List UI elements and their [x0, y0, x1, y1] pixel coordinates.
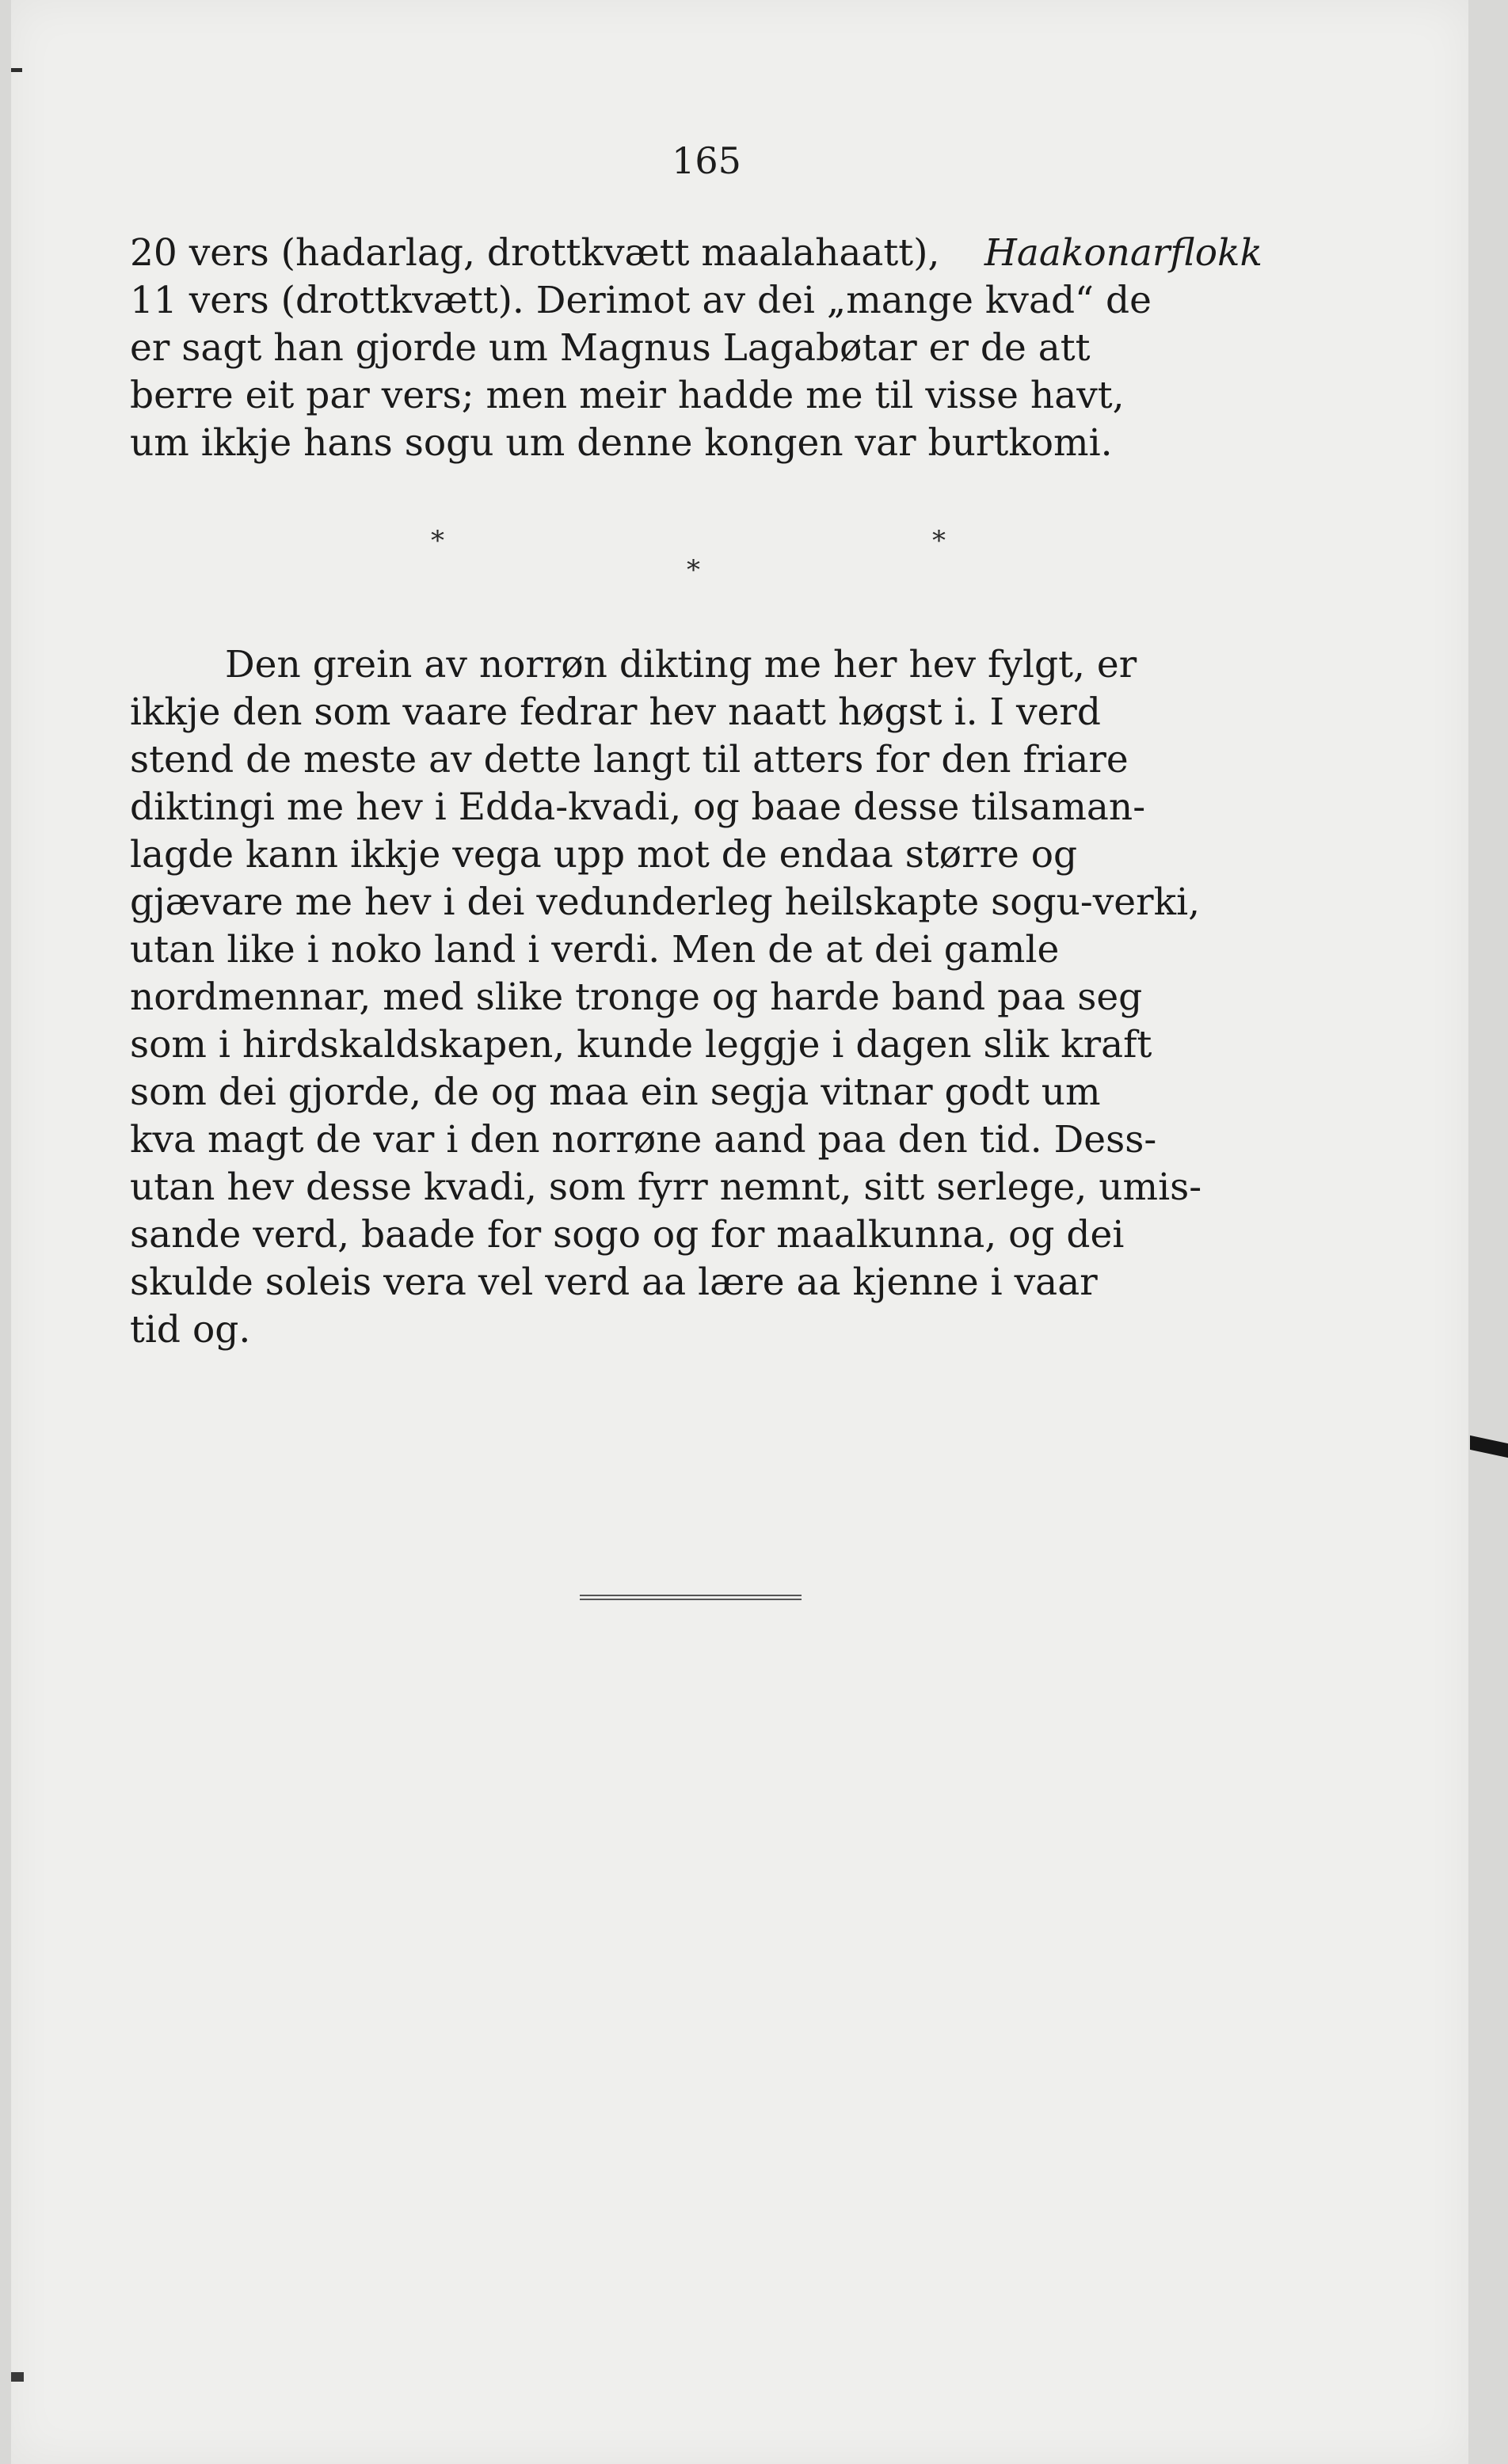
paragraph-1-line-1-start: 20 vers (hadarlag, drottkvætt maalahaatt), — [130, 231, 940, 275]
paragraph-2-line-11: kva magt de var i den norrøne aand paa den tid. Dess- — [130, 1118, 1157, 1162]
paragraph-2-line-2: ikkje den som vaare fedrar hev naatt høgst i. I verd — [130, 690, 1101, 734]
paragraph-1-line-3: er sagt han gjorde um Magnus Lagabøtar er de att — [130, 326, 1091, 370]
scan-mark — [11, 68, 22, 72]
paragraph-2-line-9: som i hirdskaldskapen, kunde leggje i dagen slik kraft — [130, 1023, 1152, 1067]
paragraph-2-line-6: gjævare me hev i dei vedunderleg heilskapte sogu-verki, — [130, 880, 1201, 924]
book-page — [11, 0, 1468, 2464]
paragraph-2-line-12: utan hev desse kvadi, som fyrr nemnt, sitt serlege, umis- — [130, 1165, 1202, 1209]
scan-mark — [11, 2372, 24, 2382]
paragraph-2-line-4: diktingi me hev i Edda-kvadi, og baae desse tilsaman- — [130, 785, 1146, 829]
separator-star-center: * — [687, 554, 700, 586]
paragraph-1-line-1 — [130, 230, 1262, 277]
paragraph-2-line-8: nordmennar, med slike tronge og harde band paa seg — [130, 975, 1143, 1019]
paragraph-2-line-5: lagde kann ikkje vega upp mot de endaa større og — [130, 833, 1078, 876]
paragraph-2-line-14: skulde soleis vera vel verd aa lære aa kjenne i vaar — [130, 1261, 1098, 1304]
paragraph-2-line-15: tid og. — [130, 1308, 251, 1352]
paragraph-1-line-2: 11 vers (drottkvætt). Derimot av dei „mange kvad“ de — [130, 279, 1152, 322]
closing-rule — [580, 1595, 802, 1600]
separator-star-right: * — [932, 525, 946, 557]
separator-star-left: * — [431, 525, 444, 557]
paragraph-2-line-3: stend de meste av dette langt til atters for den friare — [130, 738, 1129, 781]
paragraph-2-line-10: som dei gjorde, de og maa ein segja vitnar godt um — [130, 1070, 1101, 1114]
paragraph-1 — [130, 230, 1262, 467]
page-number: 165 — [672, 139, 741, 182]
paragraph-1-line-5: um ikkje hans sogu um denne kongen var burtkomi. — [130, 421, 1113, 465]
paragraph-2 — [130, 641, 1262, 1354]
paragraph-1-line-4: berre eit par vers; men meir hadde me til visse havt, — [130, 374, 1125, 417]
scan-mark — [1470, 1435, 1508, 1458]
paragraph-1-italic-title: Haakonarflokk — [984, 231, 1262, 275]
paragraph-2-line-7: utan like i noko land i verdi. Men de at dei gamle — [130, 928, 1060, 972]
paragraph-2-line-1: Den grein av norrøn dikting me her hev fylgt, er — [225, 643, 1137, 686]
paragraph-2-line-13: sande verd, baade for sogo og for maalkunna, og dei — [130, 1213, 1125, 1257]
